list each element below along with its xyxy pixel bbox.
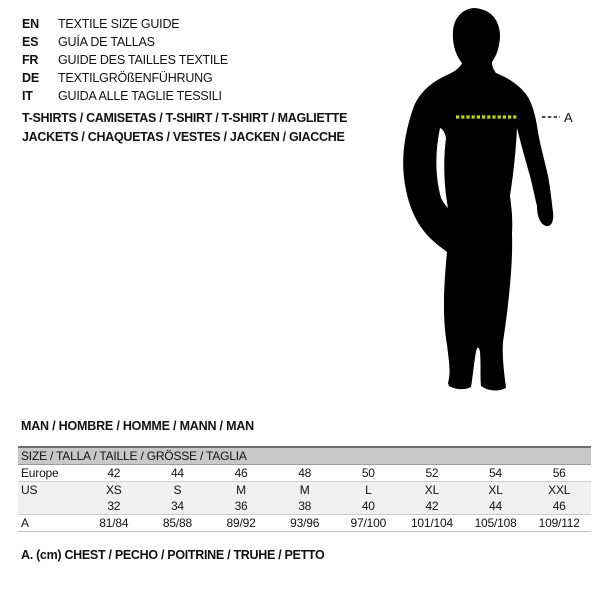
language-code: DE: [22, 71, 39, 85]
language-row: [22, 33, 228, 51]
table-cell: 54: [464, 465, 528, 482]
table-cell: 105/108: [464, 515, 528, 532]
table-row-alt-sizes: [18, 498, 591, 515]
table-cell: 52: [400, 465, 464, 482]
table-cell: 46: [527, 498, 591, 515]
table-cell: 42: [400, 498, 464, 515]
table-cell: 44: [464, 498, 528, 515]
product-category-lines: [22, 109, 347, 147]
product-line-jackets: JACKETS / CHAQUETAS / VESTES / JACKEN / GIACCHE: [22, 130, 345, 144]
language-label: TEXTILE SIZE GUIDE: [58, 17, 180, 31]
language-label: GUÍA DE TALLAS: [58, 35, 155, 49]
table-cell: 56: [527, 465, 591, 482]
language-label: TEXTILGRÖßENFÜHRUNG: [58, 71, 213, 85]
table-cell: 85/88: [146, 515, 210, 532]
row-label: [18, 498, 82, 515]
section-title-man: MAN / HOMBRE / HOMME / MANN / MAN: [21, 419, 254, 433]
table-cell: 36: [209, 498, 273, 515]
language-row: [22, 15, 228, 33]
table-cell: XL: [488, 483, 503, 497]
measure-label-a: A: [564, 110, 573, 125]
table-row-chest-cm: [18, 515, 591, 532]
language-row: [22, 51, 228, 69]
table-cell: 50: [337, 465, 401, 482]
man-silhouette-figure: [390, 0, 600, 400]
table-cell: XL: [424, 483, 440, 497]
man-silhouette-svg: [390, 0, 600, 400]
size-table-header-row: [18, 447, 591, 465]
language-label: GUIDA ALLE TAGLIE TESSILI: [58, 89, 222, 103]
table-cell: XXL: [548, 483, 571, 497]
table-cell: M: [299, 483, 310, 497]
product-line-tshirts: T-SHIRTS / CAMISETAS / T-SHIRT / T-SHIRT / MAGLIETTE: [22, 111, 348, 125]
table-cell: 101/104: [400, 515, 464, 532]
table-cell: XS: [106, 483, 122, 497]
table-cell: M: [236, 483, 246, 497]
row-label: A: [18, 515, 82, 532]
table-cell: 48: [273, 465, 337, 482]
man-silhouette-shape: [403, 8, 553, 390]
table-cell: 42: [82, 465, 146, 482]
language-row: [22, 69, 228, 87]
size-table: [18, 446, 591, 532]
language-label: GUIDE DES TAILLES TEXTILE: [58, 53, 229, 67]
language-code: IT: [22, 89, 33, 103]
table-cell: 46: [209, 465, 273, 482]
table-cell: 38: [273, 498, 337, 515]
table-cell: 34: [146, 498, 210, 515]
language-row: [22, 87, 228, 105]
table-cell: 32: [82, 498, 146, 515]
table-cell: S: [173, 483, 182, 497]
table-row-europe: [18, 465, 591, 482]
table-cell: 89/92: [209, 515, 273, 532]
table-row-us: [18, 482, 591, 499]
language-code: EN: [22, 17, 39, 31]
size-table-container: [18, 446, 591, 532]
table-cell: 40: [337, 498, 401, 515]
table-cell: 109/112: [527, 515, 591, 532]
table-cell: 93/96: [273, 515, 337, 532]
language-code: FR: [22, 53, 39, 67]
row-label: Europe: [18, 465, 82, 482]
table-cell: L: [365, 483, 372, 497]
size-table-header: SIZE / TALLA / TAILLE / GRÖSSE / TAGLIA: [18, 447, 591, 465]
language-code: ES: [22, 35, 39, 49]
table-cell: 97/100: [337, 515, 401, 532]
table-cell: 81/84: [82, 515, 146, 532]
language-list: [22, 15, 228, 105]
row-label: US: [21, 483, 38, 497]
measurement-footnote: A. (cm) CHEST / PECHO / POITRINE / TRUHE / PETTO: [21, 548, 325, 562]
table-cell: 44: [146, 465, 210, 482]
